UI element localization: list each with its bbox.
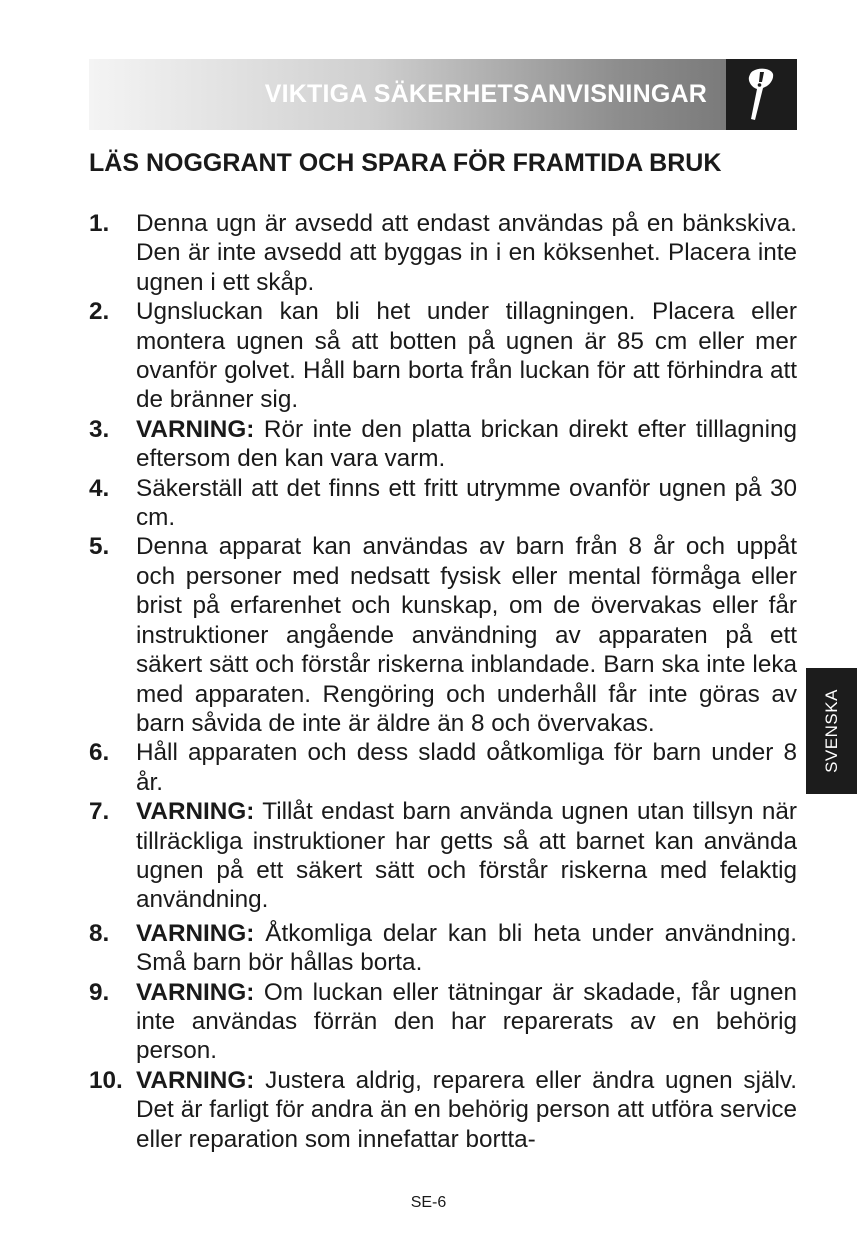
item-body: Denna ugn är avsedd att endast användas på en bänkskiva. Den är inte avsedd att byggas in i en köksenhet. Placera inte ugnen i ett skåp. <box>136 210 797 296</box>
item-number: 3. <box>89 415 110 443</box>
item-number: 5. <box>89 533 110 561</box>
item-number: 4. <box>89 474 110 502</box>
item-body: Justera aldrig, reparera eller ändra ugnen själv. Det är farligt för andra än en behörig person att utföra service eller reparation som innefattar bortta- <box>136 1066 797 1153</box>
item-body: Rör inte den platta brickan direkt efter tilllagning eftersom den kan vara varm. <box>136 415 797 473</box>
list-item <box>89 297 797 415</box>
list-item <box>89 919 797 978</box>
list-item <box>89 738 797 797</box>
item-body: Säkerställ att det finns ett fritt utrymme ovanför ugnen på 30 cm. <box>136 474 797 532</box>
item-body: Håll apparaten och dess sladd oåtkomliga för barn under 8 år. <box>136 739 797 796</box>
item-body: Tillåt endast barn använda ugnen utan tillsyn när tillräckliga instruktioner har getts så att barnet kan använda ugnen på ett säkert sätt och förstår riskerna med felaktig användning. <box>136 798 797 914</box>
item-text <box>136 978 797 1066</box>
section-title: LÄS NOGGRANT OCH SPARA FÖR FRAMTIDA BRUK <box>89 149 722 177</box>
item-number: 10. <box>89 1066 123 1094</box>
section-header-bar <box>89 59 797 130</box>
list-item <box>89 978 797 1066</box>
safety-instructions-list <box>89 209 797 1154</box>
list-item <box>89 797 797 915</box>
list-item <box>89 1066 797 1154</box>
warning-label: VARNING: <box>136 1066 255 1094</box>
item-text <box>136 474 797 533</box>
item-text <box>136 797 797 915</box>
item-number: 6. <box>89 739 110 767</box>
item-text <box>136 415 797 474</box>
item-text <box>136 919 797 978</box>
list-item <box>89 474 797 533</box>
exclamation-pen-icon <box>741 67 781 123</box>
header-title: VIKTIGA SÄKERHETSANVISNINGAR <box>264 80 707 108</box>
warning-label: VARNING: <box>136 415 255 443</box>
list-item <box>89 415 797 474</box>
warning-icon-box <box>726 59 797 130</box>
warning-label: VARNING: <box>136 919 255 947</box>
list-item <box>89 532 797 738</box>
item-number: 8. <box>89 919 110 947</box>
item-text <box>136 297 797 415</box>
item-number: 1. <box>89 210 110 237</box>
item-text <box>136 532 797 738</box>
language-side-tab <box>806 668 857 794</box>
list-item <box>89 209 797 297</box>
item-number: 2. <box>89 298 110 326</box>
item-body: Denna apparat kan användas av barn från 8 år och uppåt och personer med nedsatt fysisk eller mental förmåga eller brist på erfarenhet och kunskap, om de övervakas eller får instruktioner angående användning av apparaten på ett säkert sätt och förstår riskerna inblandade. Barn ska inte leka med apparaten. Rengöring och underhåll får inte göras av barn såvida de inte är äldre än 8 och övervakas. <box>136 533 797 737</box>
page-number: SE-6 <box>410 1194 447 1211</box>
item-body: Ugnsluckan kan bli het under tillagningen. Placera eller montera ugnen så att botten på ugnen är 85 cm eller mer ovanför golvet. Håll barn borta från luckan för att förhindra att de bränner sig. <box>136 298 797 414</box>
language-label: SVENSKA <box>821 689 841 773</box>
item-number: 9. <box>89 978 110 1006</box>
warning-label: VARNING: <box>136 798 255 826</box>
item-text <box>136 209 797 297</box>
item-body: Om luckan eller tätningar är skadade, får ugnen inte användas förrän den har reparerats av en behörig person. <box>136 978 797 1065</box>
item-number: 7. <box>89 798 110 826</box>
item-text <box>136 738 797 797</box>
warning-label: VARNING: <box>136 978 255 1006</box>
item-body: Åtkomliga delar kan bli heta under användning. Små barn bör hållas borta. <box>136 919 797 977</box>
item-text <box>136 1066 797 1154</box>
